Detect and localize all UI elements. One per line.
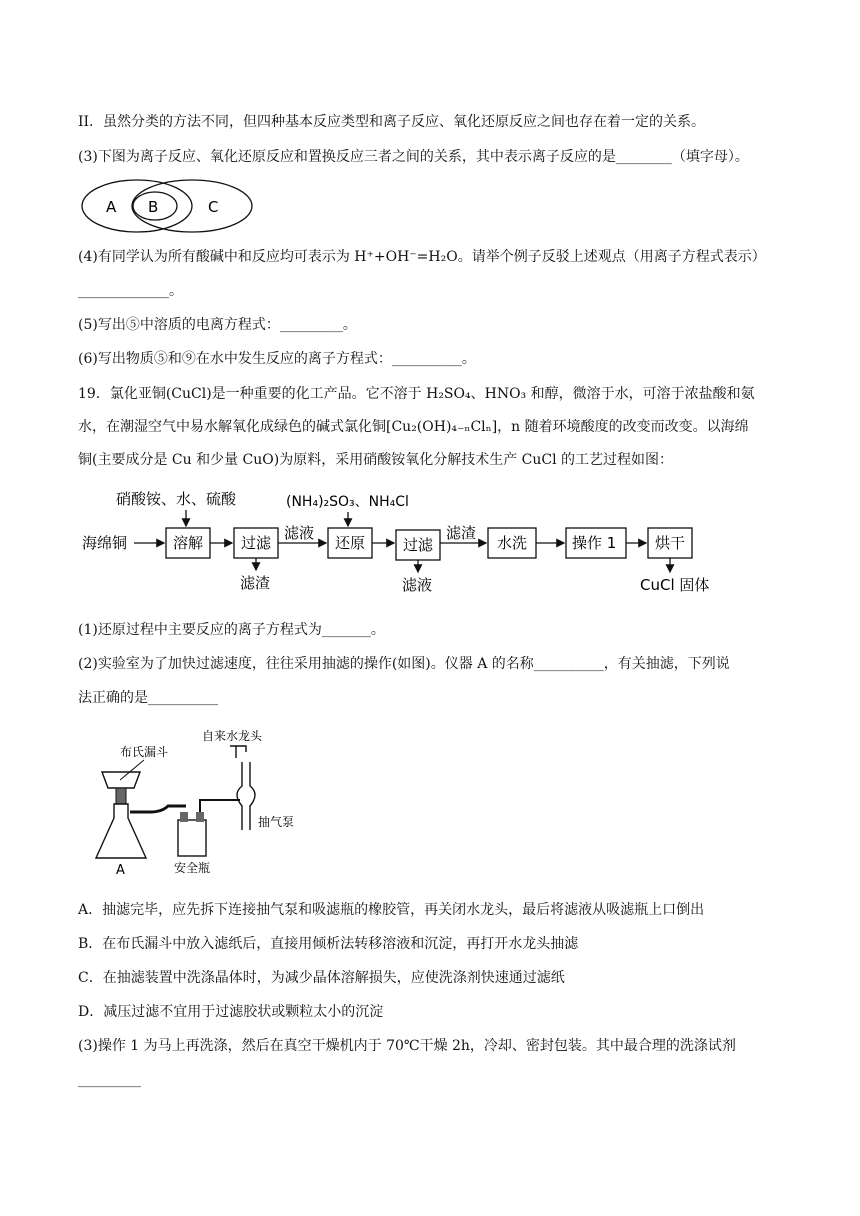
flow-reagent2-label: (NH₄)₂SO₃、NH₄Cl (286, 494, 409, 510)
question-4-answer-blank: _____________。 (78, 283, 183, 299)
question-19-line3: 铜(主要成分是 Cu 和少量 CuO)为原料，采用硝酸铵氧化分解技术生产 CuCl 的工艺过程如图： (78, 452, 674, 468)
flask-label: A (116, 863, 125, 878)
question-19-line2: 水，在潮湿空气中易水解氧化成绿色的碱式氯化铜[Cu₂(OH)₄₋ₙClₙ]，n 随着环境酸度的改变而改变。以海绵 (78, 419, 749, 435)
venn-label-b: B (148, 198, 159, 216)
faucet-label: 自来水龙头 (202, 729, 263, 743)
question-3: (3)下图为离子反应、氧化还原反应和置换反应三者之间的关系，其中表示离子反应的是________（填字母）。 (78, 149, 749, 165)
sub-question-2-line1: (2)实验室为了加快过滤速度，往往采用抽滤的操作(如图)。仪器 A 的名称__________，有关抽滤，下列说 (78, 656, 730, 672)
venn-diagram (80, 178, 260, 236)
section-ii-intro: II．虽然分类的方法不同，但四种基本反应类型和离子反应、氧化还原反应之间也存在着一定的关系。 (78, 114, 706, 130)
sub-question-2-line2: 法正确的是__________ (78, 690, 218, 706)
suction-filtration-apparatus (90, 722, 310, 882)
flow-box-reduce-label: 还原 (335, 534, 366, 552)
pump-label: 抽气泵 (258, 815, 295, 829)
flow-box-dissolve-label: 溶解 (173, 534, 204, 552)
flow-box-dry-label: 烘干 (655, 534, 686, 552)
sub-question-1: (1)还原过程中主要反应的离子方程式为_______。 (78, 622, 385, 638)
question-4: (4)有同学认为所有酸碱中和反应均可表示为 H⁺+OH⁻=H₂O。请举个例子反驳上述观点（用离子方程式表示） (78, 249, 766, 265)
flow-residue2-label: 滤渣 (446, 524, 477, 542)
sub-question-3-line1: (3)操作 1 为马上再洗涤，然后在真空干燥机内于 70℃干燥 2h，冷却、密封包装。其中最合理的洗涤试剂 (78, 1038, 736, 1054)
option-c: C．在抽滤装置中洗涤晶体时，为减少晶体溶解损失，应使洗涤剂快速通过滤纸 (78, 970, 565, 986)
flow-box-operation1-label: 操作 1 (572, 534, 617, 552)
question-5: (5)写出⑤中溶质的电离方程式：_________。 (78, 317, 357, 333)
venn-label-a: A (106, 198, 117, 216)
question-19-line1: 19．氯化亚铜(CuCl)是一种重要的化工产品。它不溶于 H₂SO₄、HNO₃ 和醇，微溶于水，可溶于浓盐酸和氨 (78, 386, 755, 402)
flow-product-label: CuCl 固体 (640, 576, 710, 594)
option-d: D．减压过滤不宜用于过滤胶状或颗粒太小的沉淀 (78, 1004, 384, 1020)
flow-box-filter1-label: 过滤 (241, 534, 272, 552)
flow-filtrate1-label: 滤液 (284, 524, 315, 542)
flow-start-label: 海绵铜 (82, 534, 128, 552)
flow-filtrate2-label: 滤液 (402, 576, 433, 594)
process-flow-diagram (80, 484, 720, 604)
question-6: (6)写出物质⑤和⑨在水中发生反应的离子方程式：__________。 (78, 351, 476, 367)
flow-residue1-label: 滤渣 (240, 574, 271, 592)
funnel-label: 布氏漏斗 (120, 745, 169, 759)
sub-question-3-answer-blank: _________ (78, 1072, 141, 1088)
bottle-label: 安全瓶 (174, 861, 211, 875)
option-a: A．抽滤完毕，应先拆下连接抽气泵和吸滤瓶的橡胶管，再关闭水龙头，最后将滤液从吸滤瓶上口倒出 (78, 902, 705, 918)
flow-box-filter2-label: 过滤 (403, 536, 434, 554)
venn-label-c: C (208, 198, 219, 216)
venn-circle-a (82, 180, 192, 232)
flow-box-wash-label: 水洗 (497, 534, 528, 552)
option-b: B．在布氏漏斗中放入滤纸后，直接用倾析法转移溶液和沉淀，再打开水龙头抽滤 (78, 936, 579, 952)
flow-reagent1-label: 硝酸铵、水、硫酸 (116, 490, 237, 508)
